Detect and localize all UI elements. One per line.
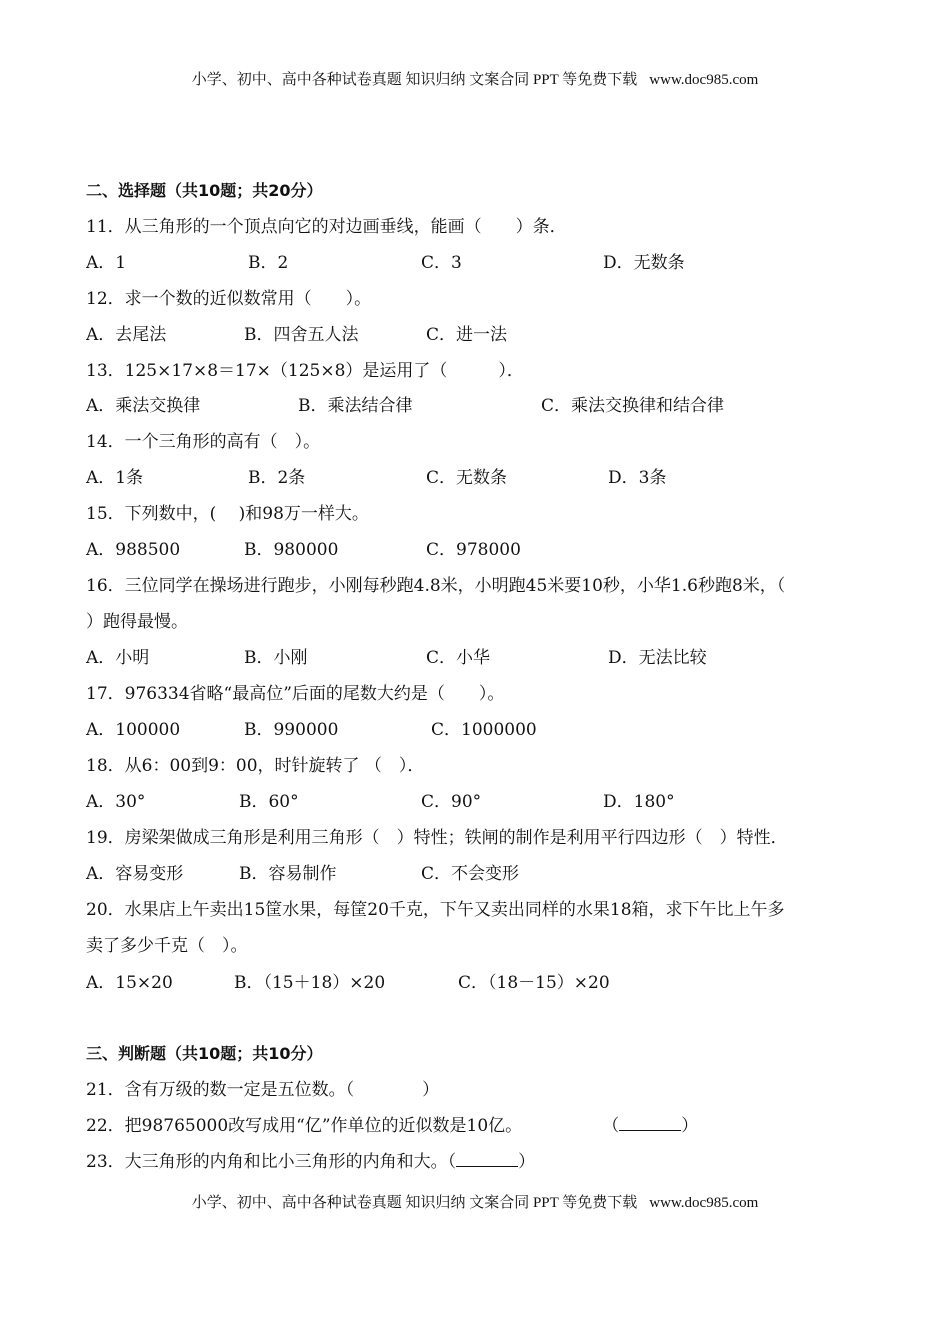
option-c[interactable]: C．978000: [426, 540, 521, 560]
question-11: 11．从三角形的一个顶点向它的对边画垂线，能画（ ）条．: [86, 217, 567, 237]
option-a[interactable]: A．乘法交换律: [86, 396, 201, 416]
option-a[interactable]: A．988500: [86, 540, 181, 560]
options-11: [86, 252, 906, 274]
option-b[interactable]: B．60°: [239, 792, 299, 812]
option-a[interactable]: A．100000: [86, 720, 181, 740]
option-b[interactable]: B．乘法结合律: [298, 396, 413, 416]
options-13: [86, 395, 906, 417]
options-17: [86, 719, 906, 741]
question-13: 13．125×17×8＝17×（125×8）是运用了（ ）．: [86, 361, 524, 381]
option-b[interactable]: B．990000: [244, 720, 339, 740]
header-url[interactable]: www.doc985.com: [649, 72, 759, 88]
paren-open: （: [447, 1152, 457, 1172]
question-14: 14．一个三角形的高有（ ）。: [86, 432, 321, 452]
question-23-stem: 23．大三角形的内角和比小三角形的内角和大。: [86, 1152, 448, 1172]
option-a[interactable]: A．小明: [86, 648, 150, 668]
question-20-continued: 卖了多少千克（ ）。: [86, 936, 248, 956]
option-d[interactable]: D．3条: [608, 468, 667, 488]
question-23: [86, 1151, 535, 1173]
option-b[interactable]: B．小刚: [244, 648, 308, 668]
section-title-multiple-choice: 二、选择题（共10题；共20分）: [86, 181, 323, 200]
option-a[interactable]: A．1: [86, 253, 127, 273]
option-c[interactable]: C．进一法: [426, 325, 508, 345]
option-b[interactable]: B．四舍五人法: [244, 325, 359, 345]
question-18: 18．从6：00到9：00，时针旋转了 （ ）．: [86, 756, 425, 776]
paren-open: （: [602, 1116, 620, 1136]
answer-blank-22[interactable]: [619, 1115, 681, 1131]
question-20: 20．水果店上午卖出15筐水果，每筐20千克，下午又卖出同样的水果18箱，求下午比上午多: [86, 900, 785, 920]
option-c[interactable]: C．90°: [421, 792, 482, 812]
question-17: 17．976334省略“最高位”后面的尾数大约是（ ）。: [86, 684, 505, 704]
option-a[interactable]: A．容易变形: [86, 864, 184, 884]
option-c[interactable]: C．乘法交换律和结合律: [541, 396, 725, 416]
question-12: 12．求一个数的近似数常用（ ）。: [86, 289, 372, 309]
page-header: [0, 68, 950, 89]
footer-text: 小学、初中、高中各种试卷真题 知识归纳 文案合同 PPT 等免费下载: [191, 1195, 638, 1211]
option-b[interactable]: B．2条: [248, 468, 306, 488]
option-c[interactable]: C．3: [421, 253, 462, 273]
option-c[interactable]: C．小华: [426, 648, 491, 668]
question-21: 21．含有万级的数一定是五位数。（ ）: [86, 1080, 440, 1100]
option-a[interactable]: A．去尾法: [86, 325, 167, 345]
options-19: [86, 863, 906, 885]
options-12: [86, 324, 906, 346]
option-b[interactable]: B．2: [248, 253, 289, 273]
question-15: 15．下列数中，( )和98万一样大。: [86, 504, 369, 524]
options-14: [86, 467, 906, 489]
option-d[interactable]: D．无法比较: [608, 648, 707, 668]
option-a[interactable]: A．30°: [86, 792, 146, 812]
option-d[interactable]: D．无数条: [603, 253, 685, 273]
page-footer: [0, 1191, 950, 1212]
option-c[interactable]: C．1000000: [431, 720, 537, 740]
options-16: [86, 647, 906, 669]
option-a[interactable]: A．15×20: [86, 973, 173, 993]
option-c[interactable]: C．无数条: [426, 468, 508, 488]
question-16-continued: ）跑得最慢。: [86, 612, 188, 632]
options-15: [86, 539, 906, 561]
question-22-stem: 22．把98765000改写成用“亿”作单位的近似数是10亿。: [86, 1116, 523, 1136]
options-18: [86, 791, 906, 813]
section-title-true-false: 三、判断题（共10题；共10分）: [86, 1044, 323, 1063]
question-19: 19．房梁架做成三角形是利用三角形（ ）特性；铁闸的制作是利用平行四边形（ ）特性．: [86, 828, 788, 848]
option-b[interactable]: B．980000: [244, 540, 339, 560]
option-c[interactable]: C．（18－15）×20: [458, 973, 610, 993]
header-text: 小学、初中、高中各种试卷真题 知识归纳 文案合同 PPT 等免费下载: [191, 72, 638, 88]
question-16: 16．三位同学在操场进行跑步，小刚每秒跑4.8米，小明跑45米要10秒，小华1.6秒跑8米，（: [86, 576, 786, 596]
options-20: [86, 972, 906, 994]
answer-blank-23[interactable]: [456, 1151, 518, 1167]
question-22: [86, 1115, 698, 1137]
paren-close: ）: [681, 1116, 699, 1136]
footer-url[interactable]: www.doc985.com: [649, 1195, 759, 1211]
paren-close: ）: [518, 1152, 536, 1172]
option-a[interactable]: A．1条: [86, 468, 144, 488]
option-b[interactable]: B．（15＋18）×20: [234, 973, 386, 993]
option-d[interactable]: D．180°: [603, 792, 675, 812]
option-c[interactable]: C．不会变形: [421, 864, 520, 884]
option-b[interactable]: B．容易制作: [239, 864, 337, 884]
